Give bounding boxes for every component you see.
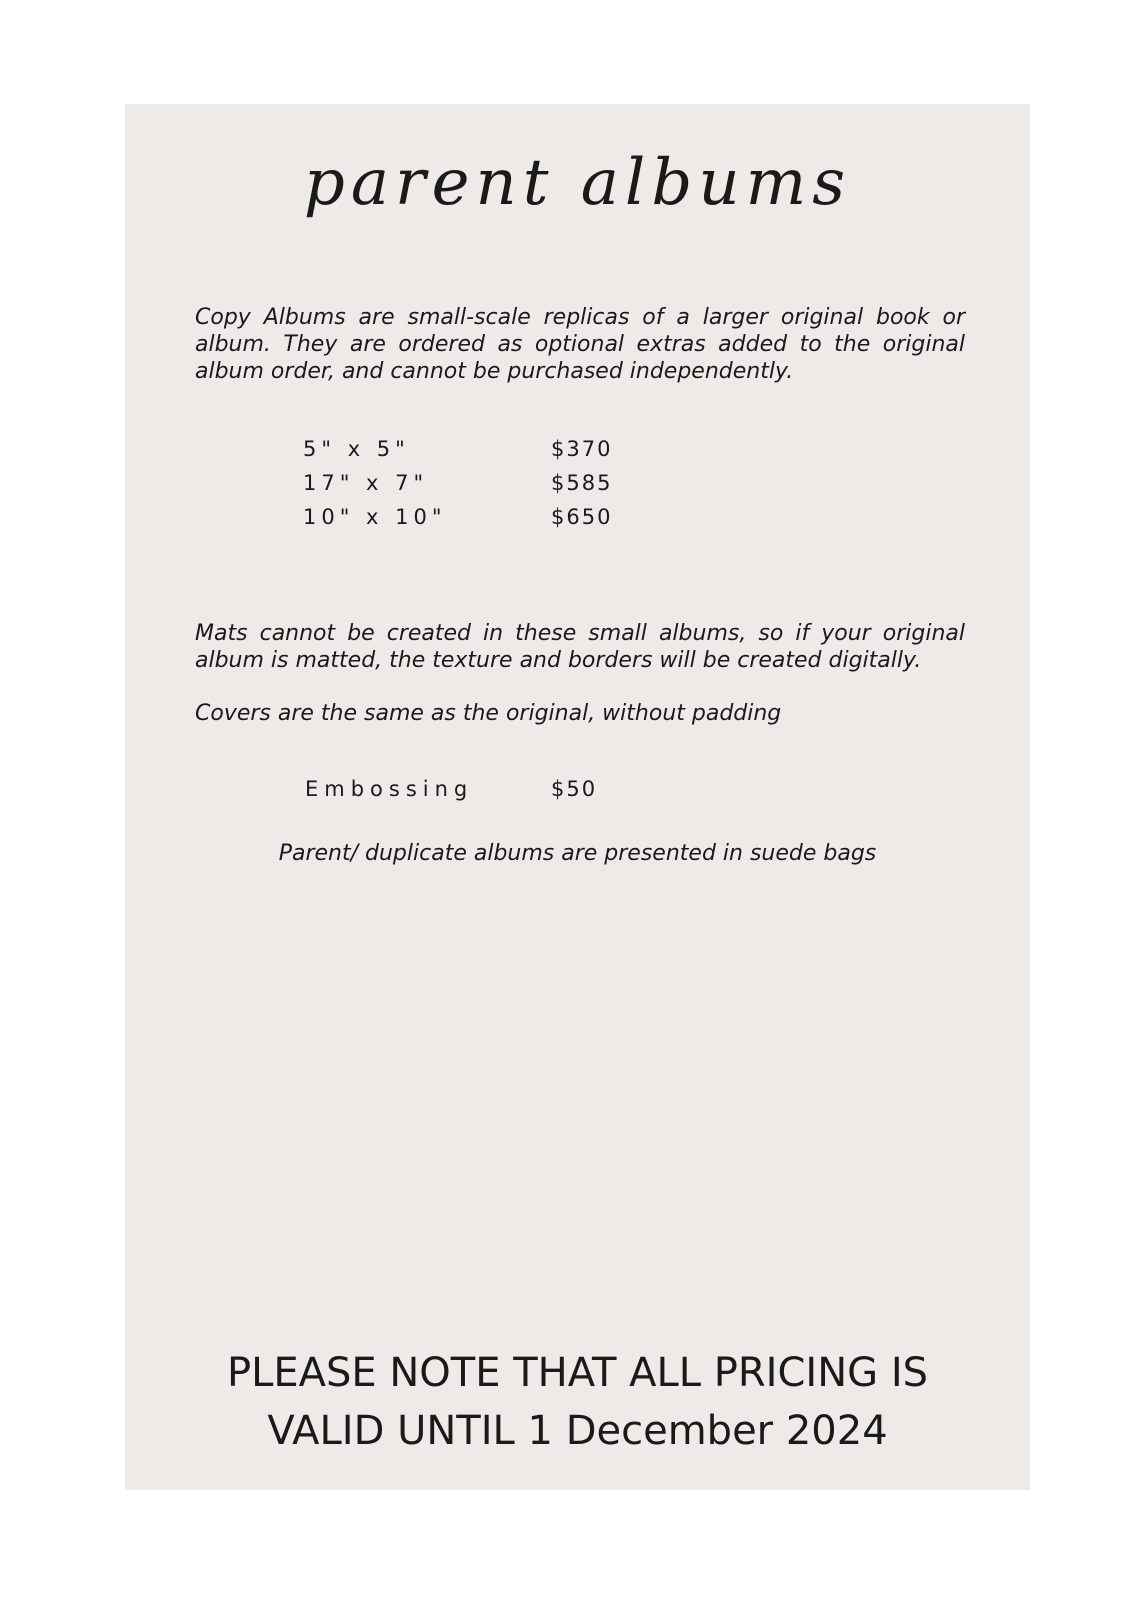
suede-bags-note: Parent/ duplicate albums are presented in suede bags xyxy=(278,841,877,866)
table-row xyxy=(303,432,612,466)
size-price: $370 xyxy=(551,437,613,461)
mats-paragraph: Mats cannot be created in these small albums, so if your original album is matted, the texture and borders will be created digitally. xyxy=(195,621,965,673)
size-label: 17" x 7" xyxy=(303,471,429,495)
table-row xyxy=(303,466,612,500)
size-price: $585 xyxy=(551,471,613,495)
pricing-note-line-2: VALID UNTIL 1 December 2024 xyxy=(267,1408,888,1454)
covers-paragraph: Covers are the same as the original, without padding xyxy=(195,701,782,726)
pricing-validity-note xyxy=(125,1344,1030,1460)
size-price: $650 xyxy=(551,505,613,529)
size-label: 5" x 5" xyxy=(303,437,410,461)
page-title: parent albums xyxy=(303,146,852,220)
embossing-label: Embossing xyxy=(305,777,474,801)
page-panel xyxy=(125,104,1030,1490)
size-price-table xyxy=(303,432,612,534)
size-label: 10" x 10" xyxy=(303,505,447,529)
embossing-row xyxy=(305,777,597,801)
embossing-price: $50 xyxy=(551,777,598,801)
intro-paragraph: Copy Albums are small-scale replicas of a larger original book or album. They are ordered as optional extras added to the original album order, and cannot be purchased independently. xyxy=(195,305,965,384)
pricing-note-line-1: PLEASE NOTE THAT ALL PRICING IS xyxy=(226,1350,929,1396)
table-row xyxy=(303,500,612,534)
